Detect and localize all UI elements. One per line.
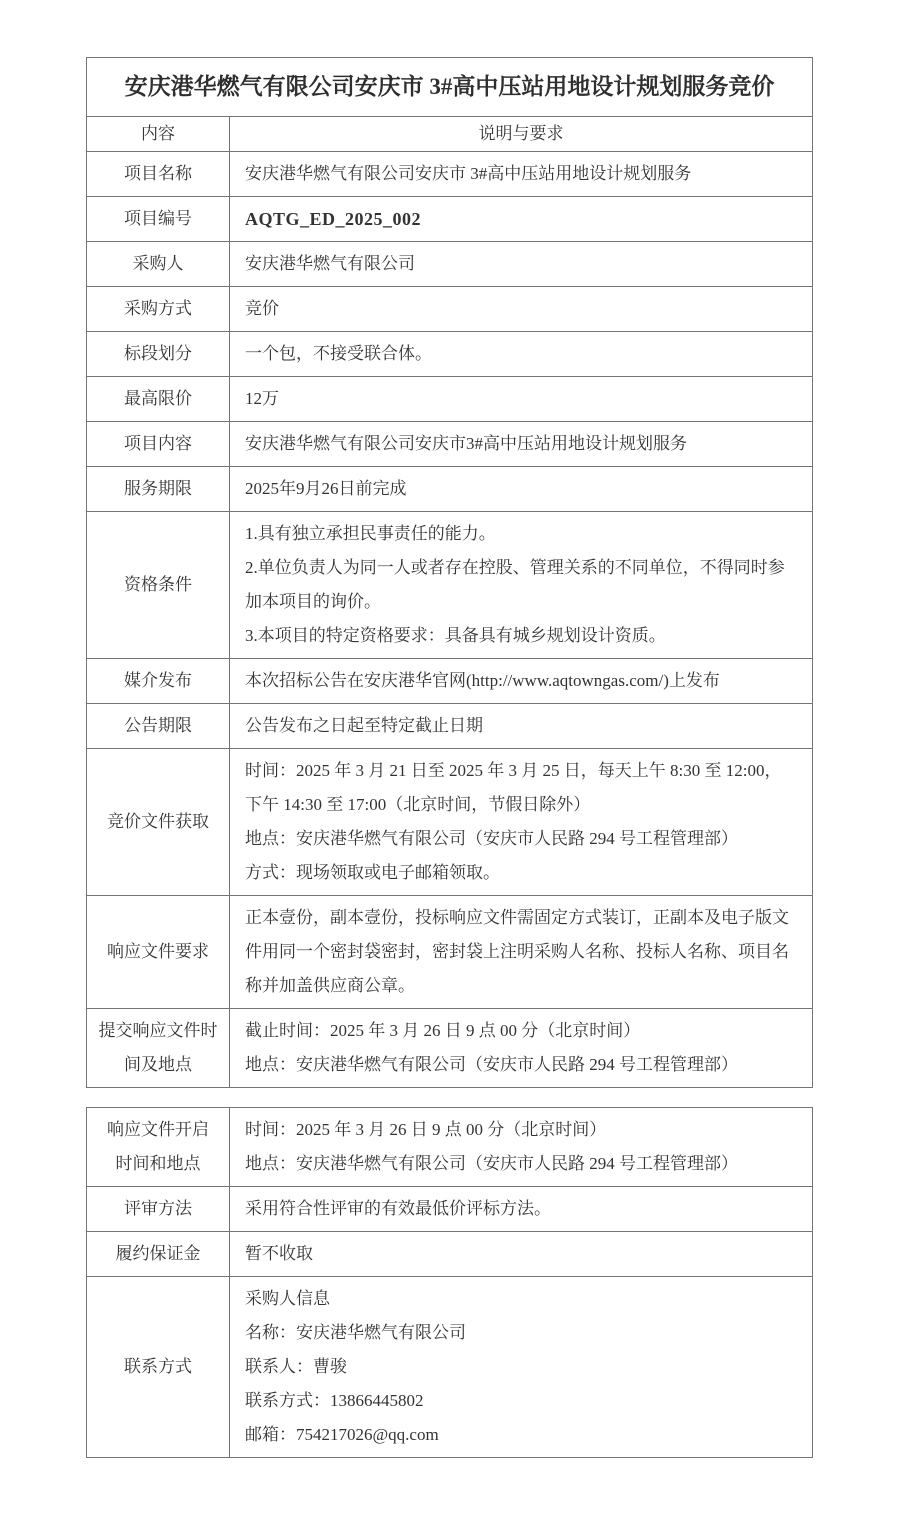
- table-row: [87, 659, 813, 704]
- row-label: 响应文件开启 时间和地点: [87, 1108, 230, 1187]
- main-table-body: [87, 152, 813, 1088]
- row-value: [230, 197, 813, 242]
- cell-line: 12万: [245, 389, 279, 408]
- row-label: 项目内容: [87, 422, 230, 467]
- row-value: [230, 422, 813, 467]
- row-label: 履约保证金: [87, 1232, 230, 1277]
- row-label: 最高限价: [87, 377, 230, 422]
- cell-line: 公告发布之日起至特定截止日期: [245, 716, 483, 735]
- cell-line: 采购人信息: [245, 1289, 330, 1308]
- table-gap: [86, 1088, 813, 1107]
- cell-line: 安庆港华燃气有限公司: [245, 254, 415, 273]
- row-label: 竞价文件获取: [87, 749, 230, 896]
- table-row: [87, 1277, 813, 1458]
- cell-line: 联系方式：13866445802: [245, 1391, 424, 1410]
- cell-line: 方式：现场领取或电子邮箱领取。: [245, 863, 500, 882]
- table-row: [87, 896, 813, 1009]
- table-row: [87, 704, 813, 749]
- document-title: 安庆港华燃气有限公司安庆市 3#高中压站用地设计规划服务竞价: [87, 58, 813, 117]
- cell-line: 采用符合性评审的有效最低价评标方法。: [245, 1199, 551, 1218]
- row-label: 联系方式: [87, 1277, 230, 1458]
- cell-line: 1.具有独立承担民事责任的能力。: [245, 524, 496, 543]
- row-label: 公告期限: [87, 704, 230, 749]
- row-value: [230, 467, 813, 512]
- row-value: [230, 1232, 813, 1277]
- cell-line: AQTG_ED_2025_002: [245, 209, 422, 229]
- table-row: [87, 749, 813, 896]
- row-label: 项目名称: [87, 152, 230, 197]
- table-row: [87, 152, 813, 197]
- row-value: [230, 1187, 813, 1232]
- cell-line: 竞价: [245, 299, 279, 318]
- row-label: 提交响应文件时 间及地点: [87, 1009, 230, 1088]
- table-row: [87, 1187, 813, 1232]
- cell-line: 一个包，不接受联合体。: [245, 344, 432, 363]
- cell-line: 安庆港华燃气有限公司安庆市 3#高中压站用地设计规划服务: [245, 164, 692, 183]
- row-value: [230, 659, 813, 704]
- cell-line: 时间：2025 年 3 月 26 日 9 点 00 分（北京时间）: [245, 1120, 607, 1139]
- cell-line: 名称：安庆港华燃气有限公司: [245, 1323, 466, 1342]
- table-row: [87, 512, 813, 659]
- cell-line: 正本壹份，副本壹份，投标响应文件需固定方式装订，正副本及电子版文件用同一个密封袋密封，密封袋上注明采购人名称、投标人名称、项目名称并加盖供应商公章。: [245, 908, 789, 995]
- secondary-table-body: [87, 1108, 813, 1458]
- table-row: [87, 467, 813, 512]
- cell-line: 暂不收取: [245, 1244, 313, 1263]
- column-header-row: [87, 117, 813, 152]
- cell-line: 地点：安庆港华燃气有限公司（安庆市人民路 294 号工程管理部）: [245, 1154, 738, 1173]
- row-label: 标段划分: [87, 332, 230, 377]
- column-header-requirements: 说明与要求: [230, 117, 813, 152]
- table-row: [87, 377, 813, 422]
- row-value: [230, 287, 813, 332]
- cell-line: 3.本项目的特定资格要求：具备具有城乡规划设计资质。: [245, 626, 666, 645]
- row-value: [230, 152, 813, 197]
- cell-line: 截止时间：2025 年 3 月 26 日 9 点 00 分（北京时间）: [245, 1021, 641, 1040]
- row-value: [230, 896, 813, 1009]
- cell-line: 地点：安庆港华燃气有限公司（安庆市人民路 294 号工程管理部）: [245, 1055, 738, 1074]
- row-value: [230, 377, 813, 422]
- row-label: 资格条件: [87, 512, 230, 659]
- cell-line: 邮箱：754217026@qq.com: [245, 1425, 439, 1444]
- table-row: [87, 197, 813, 242]
- row-label: 采购方式: [87, 287, 230, 332]
- row-value: [230, 1009, 813, 1088]
- row-value: [230, 512, 813, 659]
- row-label: 采购人: [87, 242, 230, 287]
- row-value: [230, 1277, 813, 1458]
- row-label: 服务期限: [87, 467, 230, 512]
- row-value: [230, 242, 813, 287]
- bid-notice-table-main: [86, 57, 813, 1088]
- table-row: [87, 287, 813, 332]
- table-row: [87, 1232, 813, 1277]
- cell-line: 2.单位负责人为同一人或者存在控股、管理关系的不同单位，不得同时参加本项目的询价。: [245, 558, 785, 611]
- row-value: [230, 704, 813, 749]
- cell-line: 2025年9月26日前完成: [245, 479, 407, 498]
- title-row: [87, 58, 813, 117]
- cell-line: 安庆港华燃气有限公司安庆市3#高中压站用地设计规划服务: [245, 434, 687, 453]
- row-value: [230, 332, 813, 377]
- row-label: 评审方法: [87, 1187, 230, 1232]
- cell-line: 地点：安庆港华燃气有限公司（安庆市人民路 294 号工程管理部）: [245, 829, 738, 848]
- row-value: [230, 1108, 813, 1187]
- cell-line: 时间：2025 年 3 月 21 日至 2025 年 3 月 25 日，每天上午 8:30 至 12:00，下午 14:30 至 17:00（北京时间，节假日除外）: [245, 761, 782, 814]
- column-header-content: 内容: [87, 117, 230, 152]
- table-row: [87, 422, 813, 467]
- row-value: [230, 749, 813, 896]
- cell-line: 本次招标公告在安庆港华官网(http://www.aqtowngas.com/)上发布: [245, 671, 720, 690]
- row-label: 响应文件要求: [87, 896, 230, 1009]
- document-page: [86, 0, 813, 1458]
- cell-line: 联系人：曹骏: [245, 1357, 347, 1376]
- row-label: 媒介发布: [87, 659, 230, 704]
- table-row: [87, 1009, 813, 1088]
- bid-notice-table-secondary: [86, 1107, 813, 1458]
- table-row: [87, 242, 813, 287]
- row-label: 项目编号: [87, 197, 230, 242]
- table-row: [87, 1108, 813, 1187]
- table-row: [87, 332, 813, 377]
